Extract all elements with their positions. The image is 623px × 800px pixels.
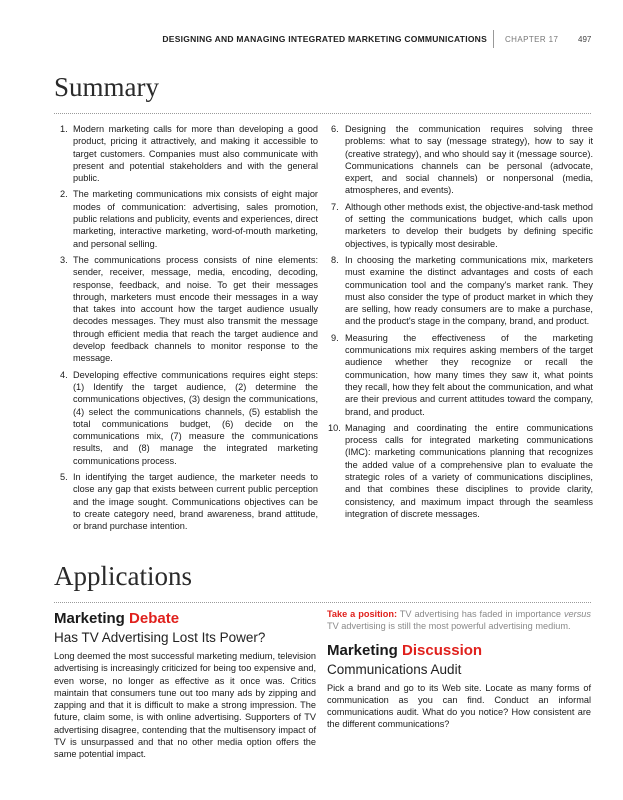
discussion-subtitle: Communications Audit — [327, 661, 462, 677]
summary-item-text: In identifying the target audience, the marketer needs to close any gap that exists between current public perception and the image sought. Communications objectives can be to create category need, brand awareness, brand attitude, or brand purchase intention. — [73, 472, 318, 532]
summary-item-text: The communications process consists of nine elements: sender, receiver, message, media, encoding, decoding, response, feedback, and noise. To get their messages through, marketers must encode their messages in a way that takes into account how the target audience usually decodes messages. They must also transmit the message through efficient media that reach the target audience and develop feedback channels to monitor response to the message. — [73, 254, 318, 364]
summary-item — [60, 369, 318, 467]
summary-item-number: 7. — [331, 201, 339, 212]
marketing-discussion-section — [327, 642, 591, 731]
summary-item-text: The marketing communications mix consists of eight major modes of communication: advertising, sales promotion, public relations and publicity, events and experiences, direct marketing, interactive marketing, word-of-mouth marketing, and personal selling. — [73, 189, 318, 249]
take-a-position — [327, 608, 591, 633]
summary-item-number: 4. — [60, 369, 68, 380]
position-text-b: TV advertising is still the most powerful advertising medium. — [327, 621, 571, 632]
summary-divider — [54, 113, 591, 114]
position-versus: versus — [563, 609, 591, 619]
summary-item — [331, 201, 593, 250]
discussion-heading-word: Marketing — [327, 641, 398, 659]
discussion-heading-accent: Discussion — [402, 641, 483, 659]
summary-item-number: 5. — [60, 472, 68, 483]
take-a-position-label: Take a position: — [327, 609, 398, 619]
summary-item — [331, 254, 593, 328]
summary-item — [328, 422, 593, 520]
summary-item-number: 2. — [60, 189, 68, 200]
debate-heading-word: Marketing — [54, 610, 125, 627]
discussion-heading — [327, 642, 591, 660]
chapter-label: CHAPTER 17 — [505, 35, 559, 44]
summary-item — [331, 332, 593, 418]
summary-item-text: Designing the communication requires solving three problems: what to say (message strategy), how to say it (creative strategy), and who should say it (message source). Communications channels can be personal (advocate, expert, and social channels) or nonpersonal (media, atmospheres, and events). — [345, 124, 593, 196]
page-number: 497 — [578, 35, 592, 44]
applications-heading: Applications — [54, 561, 192, 591]
summary-item-text: Although other methods exist, the objective-and-task method of setting the communications budget, which calls upon marketers to develop their budgets by defining specific objectives, is typically most desirable. — [345, 201, 593, 249]
position-text-a: TV advertising has faded in importance — [399, 609, 561, 619]
running-head-title: DESIGNING AND MANAGING INTEGRATED MARKETING COMMUNICATIONS — [162, 34, 487, 44]
debate-heading — [54, 610, 316, 628]
running-head — [0, 33, 623, 47]
summary-item-text: Modern marketing calls for more than developing a good product, pricing it attractively, and making it accessible to target customers. Companies must also communicate with present and potential stakeholders and with the general public. — [73, 124, 318, 184]
summary-item-text: Developing effective communications requires eight steps: (1) Identify the target audience, (2) determine the communications objectives, (3) design the communications, (4) select the communications channels, (5) establish the total communications budget, (6) decide on the communications mix, (7) measure the communications results, and (8) manage the integrated marketing communications process. — [73, 369, 318, 466]
summary-item — [60, 254, 318, 365]
summary-item-number: 10. — [328, 422, 341, 433]
summary-item-number: 8. — [331, 254, 339, 265]
debate-subtitle: Has TV Advertising Lost Its Power? — [54, 630, 266, 645]
debate-heading-accent: Debate — [129, 610, 180, 627]
summary-item-text: In choosing the marketing communications mix, marketers must examine the distinct advantages and costs of each communication tool and the company's market rank. They must also consider the type of product market in which they are selling, how ready consumers are to make a purchase, and the product's stage in the company, brand, and product. — [345, 254, 593, 327]
summary-item-number: 1. — [60, 124, 68, 134]
summary-left-column — [60, 123, 318, 537]
summary-item — [60, 471, 318, 532]
summary-item-number: 9. — [331, 332, 339, 343]
marketing-debate-section — [54, 610, 316, 761]
discussion-body: Pick a brand and go to its Web site. Locate as many forms of communication as you can find. Conduct an informal communications audit. What do you notice? How consistent are the different communications? — [327, 682, 591, 730]
applications-right-column — [327, 608, 591, 731]
summary-item — [331, 123, 593, 197]
summary-right-column — [328, 123, 593, 524]
summary-item — [60, 188, 318, 249]
summary-item-text: Managing and coordinating the entire communications process calls for integrated marketing communications (IMC): marketing communications planning that recognizes the added value of a comprehensive plan to evaluate the strategic roles of a variety of communications disciplines, and that combines these disciplines to provide clarity, consistency, and maximum impact through the seamless integration of discrete messages. — [345, 422, 593, 519]
summary-heading: Summary — [54, 72, 159, 102]
summary-item — [60, 123, 318, 184]
summary-item-number: 6. — [331, 124, 339, 134]
summary-item-text: Measuring the effectiveness of the marketing communications mix requires asking members of the target audience whether they recognize or recall the communication, how many times they saw it, what points they recall, how they felt about the communication, and what are their previous and current attitudes toward the company, brand, and product. — [345, 332, 593, 417]
applications-divider — [54, 602, 591, 603]
debate-body: Long deemed the most successful marketing medium, television advertising is increasingly criticized for being too expensive and, even worse, no longer as effective as it once was. Critics maintain that consumers tune out too many ads by zipping and zapping and that it is difficult to make a strong impression. The future, claim some, is with online advertising. Supporters of TV advertising disagree, contending that the multisensory impact of TV is unsurpassed and that no other media option offers the same potential impact. — [54, 651, 316, 760]
summary-item-number: 3. — [60, 254, 68, 265]
running-head-divider — [493, 30, 494, 48]
